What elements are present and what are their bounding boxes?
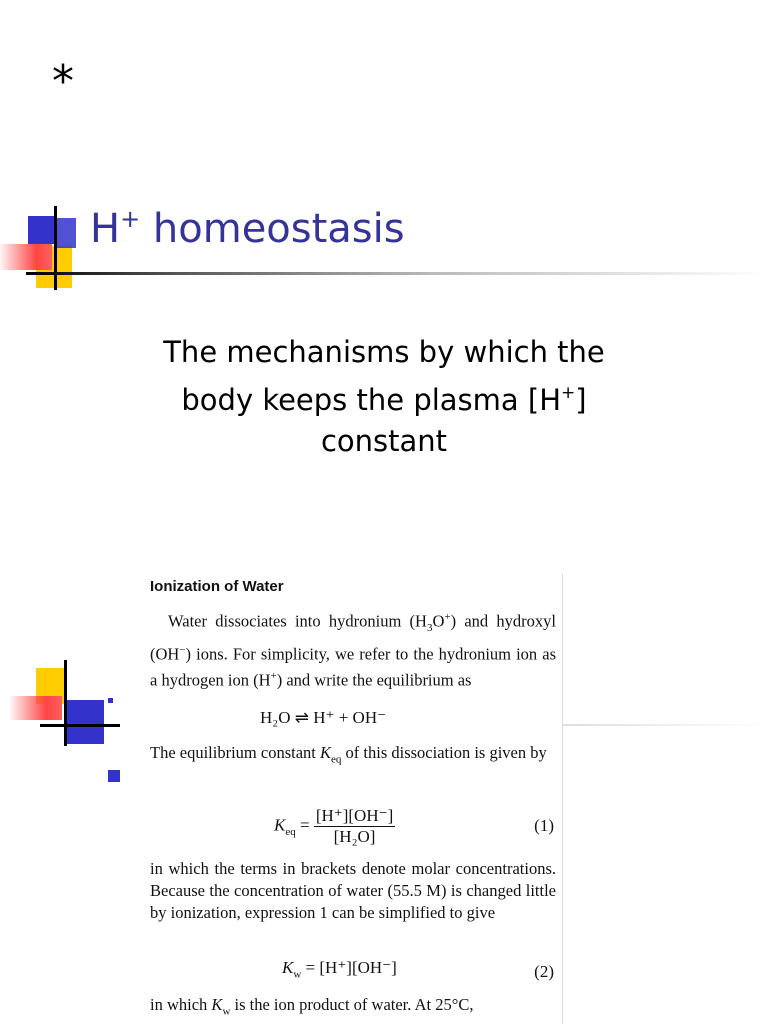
blue-square-shape <box>64 700 104 744</box>
vertical-line <box>54 206 57 290</box>
equation-2: $K_w = [H^+][OH^-]$ <box>282 958 397 981</box>
blue-fade-shape <box>56 218 76 248</box>
subtitle-line-1: The mechanisms by which the <box>163 335 605 369</box>
equilibrium-equation: H₂O ⇌ H⁺ + OH⁻ <box>260 708 387 727</box>
horizontal-line <box>40 724 120 727</box>
slide-title: H+ homeostasis <box>90 205 405 252</box>
title-underline <box>26 272 768 275</box>
vertical-line <box>64 660 67 746</box>
equation-2-number: (2) <box>534 962 554 981</box>
red-bar-shape <box>10 696 62 720</box>
textbook-excerpt <box>122 574 563 1024</box>
paragraph-equilibrium-constant: The equilibrium constant $K_{eq}$ of this dissociation is given by <box>150 743 547 766</box>
equation-1: $K_{eq}$ = $\frac{[H^+][OH^-]}{\text{[H₂O]}}$ <box>274 806 394 846</box>
excerpt-heading: Ionization of Water <box>150 578 284 595</box>
slide-subtitle <box>100 332 668 462</box>
bullet-icon <box>108 770 120 782</box>
paragraph-molar-concentration: in which the terms in brackets denote molar concentrations. Because the concentration of water (55.5 M) is changed little by ionization, expression 1 can be simplified to give <box>150 859 556 922</box>
paragraph-ionization: Water dissociates into hydronium $(H_3O^+)$ and hydroxyl (OH−) ions. For simplicity, we refer to the hydronium ion as a hydrogen ion (H+) and write the equilibrium as <box>150 611 556 690</box>
red-bar-shape <box>0 244 52 270</box>
bullet-icon <box>108 698 113 703</box>
equation-1-number: (1) <box>534 816 554 835</box>
asterisk-mark: * <box>52 56 74 107</box>
subtitle-line-3: constant <box>320 424 448 458</box>
faint-rule <box>560 724 768 726</box>
paragraph-ion-product: in which $K_w$ is the ion product of water. At 25°C, <box>150 995 474 1018</box>
blue-square-shape <box>28 216 56 244</box>
subtitle-line-2: body keeps the plasma [H+] <box>181 383 587 417</box>
